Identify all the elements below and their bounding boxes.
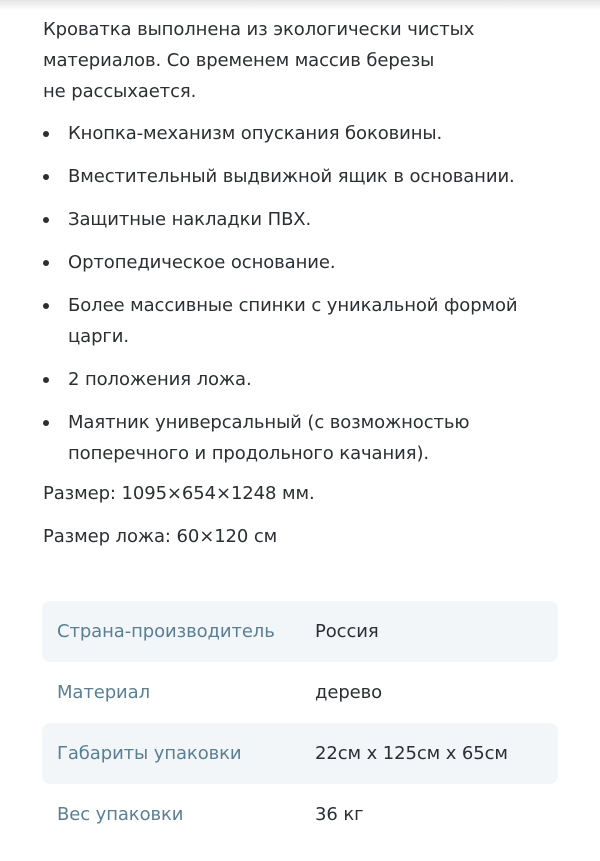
intro-line: материалов. Со временем массив березы	[43, 50, 435, 71]
feature-text: поперечного и продольного качания).	[68, 443, 430, 464]
feature-item	[43, 407, 563, 469]
spec-row-package-dimensions	[42, 723, 558, 784]
feature-text: Кнопка-механизм опускания боковины.	[68, 123, 443, 144]
bullet-dot-icon	[43, 217, 49, 223]
product-description-intro	[43, 14, 563, 107]
spec-value: Россия	[315, 621, 379, 642]
bullet-dot-icon	[43, 303, 49, 309]
product-size: Размер: 1095×654×1248 мм.	[43, 483, 315, 504]
spec-label: Габариты упаковки	[57, 743, 242, 764]
bullet-dot-icon	[43, 131, 49, 137]
spec-row-country	[42, 601, 558, 662]
intro-line: не рассыхается.	[43, 81, 197, 102]
feature-text: Защитные накладки ПВХ.	[68, 209, 312, 230]
bullet-dot-icon	[43, 377, 49, 383]
feature-item	[43, 290, 563, 352]
feature-item	[43, 247, 563, 278]
feature-item	[43, 118, 563, 149]
spec-label: Материал	[57, 682, 150, 703]
spec-value: дерево	[315, 682, 383, 703]
feature-text: Ортопедическое основание.	[68, 252, 336, 273]
spec-value: 22см х 125см х 65см	[315, 743, 508, 764]
spec-label: Вес упаковки	[57, 804, 184, 825]
spec-row-package-weight	[42, 784, 558, 845]
feature-text: Более массивные спинки с уникальной формой	[68, 295, 518, 316]
feature-item	[43, 364, 563, 395]
feature-item	[43, 161, 563, 192]
top-edge-shadow	[0, 0, 600, 10]
specs-table	[42, 601, 558, 845]
bullet-dot-icon	[43, 260, 49, 266]
feature-text: 2 положения ложа.	[68, 369, 252, 390]
intro-line: Кроватка выполнена из экологически чистых	[43, 19, 475, 40]
bullet-dot-icon	[43, 174, 49, 180]
feature-item	[43, 204, 563, 235]
feature-text: Маятник универсальный (с возможностью	[68, 412, 470, 433]
bullet-dot-icon	[43, 420, 49, 426]
feature-list	[43, 118, 563, 481]
spec-label: Страна-производитель	[57, 621, 275, 642]
feature-text: царги.	[68, 326, 129, 347]
spec-row-material	[42, 662, 558, 723]
spec-value: 36 кг	[315, 804, 364, 825]
feature-text: Вместительный выдвижной ящик в основании.	[68, 166, 515, 187]
bed-size: Размер ложа: 60×120 см	[43, 526, 278, 547]
